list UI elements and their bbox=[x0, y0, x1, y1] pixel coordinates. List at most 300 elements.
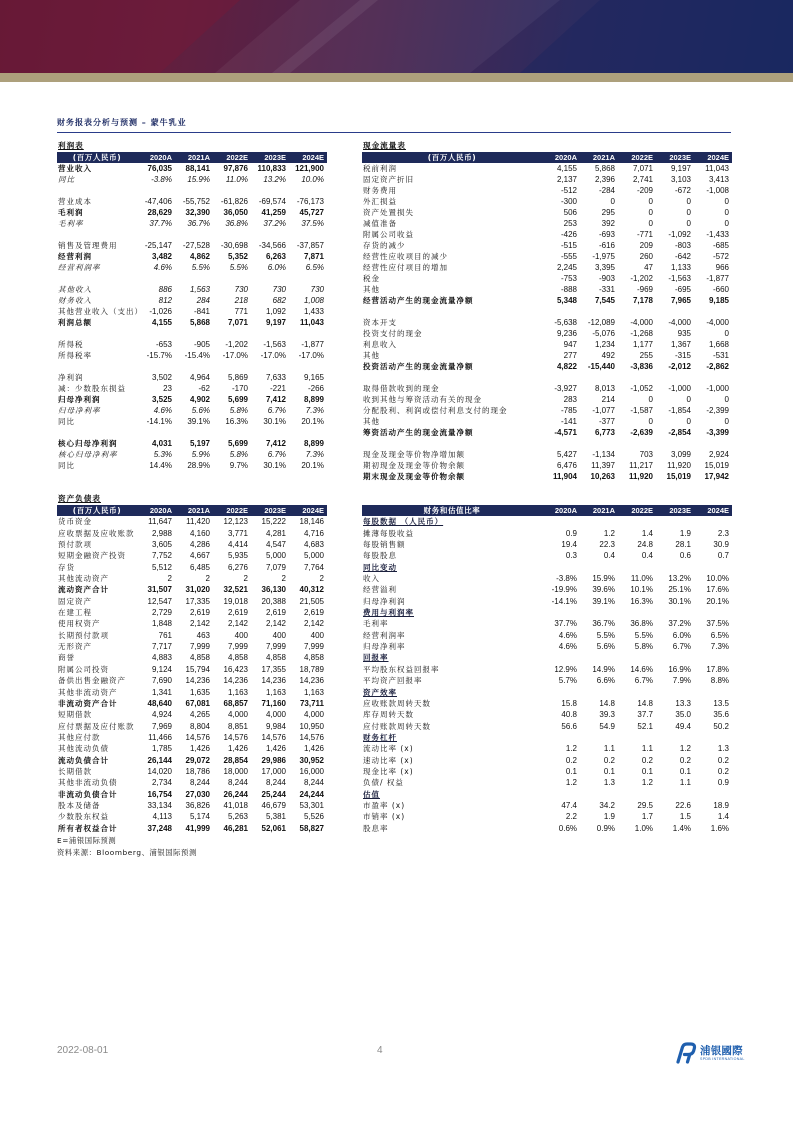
value-2023e: -2,854 bbox=[668, 428, 691, 437]
value-2021a: 39.6% bbox=[592, 585, 615, 595]
value-2021a: 17,335 bbox=[185, 596, 210, 606]
row-label: 所得税率 bbox=[58, 351, 92, 360]
spdb-logo-icon bbox=[675, 1042, 698, 1064]
value-2020a: 5.7% bbox=[558, 676, 577, 686]
value-2022e: 97,876 bbox=[223, 164, 248, 173]
row-label: 经营利润率 bbox=[363, 630, 406, 640]
value-2023e: 1.1 bbox=[679, 778, 691, 788]
value-2022e: 703 bbox=[639, 450, 653, 459]
income-row bbox=[57, 372, 327, 383]
ratio-row bbox=[362, 743, 732, 754]
value-2020a: 47.4 bbox=[561, 800, 577, 810]
value-2020a: 947 bbox=[563, 340, 577, 349]
value-2023e: 13.2% bbox=[668, 574, 691, 584]
value-2023e: -1,563 bbox=[668, 274, 691, 283]
cashflow-row bbox=[362, 383, 732, 394]
ratio-row bbox=[362, 777, 732, 788]
row-label: 每股销售额 bbox=[363, 540, 406, 550]
value-2024e: -1,877 bbox=[301, 340, 324, 349]
value-2022e: 47 bbox=[644, 263, 653, 272]
value-2024e: 18.9 bbox=[713, 800, 729, 810]
value-2023e: 13.3 bbox=[675, 698, 691, 708]
value-2023e: -4,000 bbox=[668, 318, 691, 327]
column-header-2022e: 2022E bbox=[213, 152, 251, 163]
value-2023e: 46,679 bbox=[261, 800, 286, 810]
value-2022e: 11.0% bbox=[225, 175, 248, 184]
value-2024e: 7.3% bbox=[305, 406, 324, 415]
cashflow-row bbox=[362, 328, 732, 339]
row-label: 期初现金及现金等价物余额 bbox=[363, 461, 465, 470]
value-2024e: 30,952 bbox=[299, 755, 324, 765]
value-2024e: -572 bbox=[712, 252, 729, 261]
value-2022e: 41,018 bbox=[223, 800, 248, 810]
value-2024e: 20.1% bbox=[301, 461, 324, 470]
value-2024e: 35.6 bbox=[713, 710, 729, 720]
value-2020a: 4.6% bbox=[558, 642, 577, 652]
cashflow-row bbox=[362, 251, 732, 262]
column-header-2024e: 2024E bbox=[289, 152, 327, 163]
value-2024e: 0.9 bbox=[717, 778, 729, 788]
value-2022e: 5,869 bbox=[227, 373, 248, 382]
value-2020a: 37.7% bbox=[554, 619, 577, 629]
cashflow-row bbox=[362, 262, 732, 273]
value-2022e: 7,999 bbox=[227, 642, 248, 652]
value-2020a: -512 bbox=[560, 186, 577, 195]
value-2022e: 0 bbox=[648, 197, 653, 206]
value-2023e: -642 bbox=[674, 252, 691, 261]
value-2021a: 36.7% bbox=[592, 619, 615, 629]
table-notes bbox=[57, 835, 197, 859]
row-label: 股息率 bbox=[363, 823, 389, 833]
value-2021a: 295 bbox=[601, 208, 615, 217]
income-row bbox=[57, 262, 327, 273]
value-2023e: 4,858 bbox=[265, 653, 286, 663]
value-2020a: -3.8% bbox=[556, 574, 577, 584]
cashflow-total-row bbox=[362, 295, 732, 306]
value-2024e: 50.2 bbox=[713, 721, 729, 731]
value-2021a: 14.8 bbox=[599, 698, 615, 708]
value-2023e: 7,965 bbox=[670, 296, 691, 305]
row-label: 税前利润 bbox=[363, 164, 397, 173]
value-2022e: 1,163 bbox=[227, 687, 248, 697]
value-2020a: 48,640 bbox=[147, 698, 172, 708]
ratio-row bbox=[362, 618, 732, 629]
value-2022e: 28,854 bbox=[223, 755, 248, 765]
value-2022e: 730 bbox=[234, 285, 248, 294]
value-2024e: 7.3% bbox=[305, 450, 324, 459]
value-2021a: 4,160 bbox=[189, 528, 210, 538]
value-2024e: 2,619 bbox=[303, 608, 324, 618]
value-2022e: 12,123 bbox=[223, 517, 248, 527]
value-2022e: 8,851 bbox=[227, 721, 248, 731]
value-2020a: 76,035 bbox=[147, 164, 172, 173]
value-2023e: 7,999 bbox=[265, 642, 286, 652]
value-2023e: 30.1% bbox=[263, 461, 286, 470]
cashflow-row bbox=[362, 174, 732, 185]
row-label: 使用权资产 bbox=[58, 619, 101, 629]
value-2020a: 37.7% bbox=[149, 219, 172, 228]
value-2022e: 400 bbox=[234, 630, 248, 640]
value-2020a: 2,734 bbox=[151, 778, 172, 788]
section-heading: 资产效率 bbox=[363, 687, 397, 697]
value-2020a: 277 bbox=[563, 351, 577, 360]
value-2021a: -27,528 bbox=[182, 241, 210, 250]
value-2021a: -331 bbox=[598, 285, 615, 294]
cash-flow-table bbox=[362, 152, 732, 482]
blank-row bbox=[57, 273, 327, 284]
value-2023e: -221 bbox=[269, 384, 286, 393]
row-label: 毛利润 bbox=[58, 208, 84, 217]
logo-subtitle: SPDB INTERNATIONAL bbox=[700, 1057, 745, 1061]
value-2024e: -4,000 bbox=[706, 318, 729, 327]
value-2022e: -771 bbox=[636, 230, 653, 239]
column-header-2021a: 2021A bbox=[580, 152, 618, 163]
row-label: 长期借款 bbox=[58, 766, 92, 776]
value-2021a: 0 bbox=[610, 197, 615, 206]
value-2022e: 0 bbox=[648, 219, 653, 228]
value-2023e: 1.2 bbox=[679, 744, 691, 754]
value-2024e: 15,019 bbox=[704, 461, 729, 470]
value-2021a: 15,794 bbox=[185, 664, 210, 674]
value-2022e: 3,771 bbox=[227, 528, 248, 538]
value-2022e: -170 bbox=[231, 384, 248, 393]
logo-name: 浦银國際 bbox=[700, 1045, 743, 1057]
value-2020a: -888 bbox=[560, 285, 577, 294]
row-label: 应收账款周转天数 bbox=[363, 698, 431, 708]
value-2021a: 6,773 bbox=[594, 428, 615, 437]
value-2021a: -616 bbox=[598, 241, 615, 250]
value-2021a: 15.9% bbox=[592, 574, 615, 584]
value-2023e: 25.1% bbox=[668, 585, 691, 595]
row-label: 应付票据及应付账款 bbox=[58, 721, 135, 731]
value-2020a: 2,988 bbox=[151, 528, 172, 538]
value-2020a: 56.6 bbox=[561, 721, 577, 731]
value-2024e: 2,924 bbox=[708, 450, 729, 459]
value-2024e: 1,668 bbox=[708, 340, 729, 349]
value-2021a: 36.7% bbox=[187, 219, 210, 228]
value-2022e: 5.8% bbox=[229, 450, 248, 459]
value-2023e: 41,259 bbox=[261, 208, 286, 217]
value-2020a: 4,924 bbox=[151, 710, 172, 720]
value-2022e: 2,142 bbox=[227, 619, 248, 629]
value-2021a: 1,563 bbox=[189, 285, 210, 294]
balance-row bbox=[57, 709, 327, 720]
row-label: 其他非流动资产 bbox=[58, 687, 118, 697]
value-2024e: -37,857 bbox=[296, 241, 324, 250]
cashflow-header-row bbox=[362, 152, 732, 163]
value-2021a: 22.3 bbox=[599, 540, 615, 550]
ratio-row bbox=[362, 539, 732, 550]
value-2024e: 8,899 bbox=[303, 439, 324, 448]
value-2021a: -5,076 bbox=[592, 329, 615, 338]
value-2022e: -1,268 bbox=[630, 329, 653, 338]
value-2021a: -12,089 bbox=[587, 318, 615, 327]
value-2023e: 9,197 bbox=[265, 318, 286, 327]
value-2021a: 1.9 bbox=[603, 812, 615, 822]
value-2022e: -1,587 bbox=[630, 406, 653, 415]
value-2022e: 0.2 bbox=[641, 755, 653, 765]
section-heading: 回报率 bbox=[363, 653, 389, 663]
row-label: 市销率 (x) bbox=[363, 812, 406, 822]
row-label: 短期金融资产投资 bbox=[58, 551, 126, 561]
value-2023e: 28.1 bbox=[675, 540, 691, 550]
column-header-2023e: 2023E bbox=[251, 505, 289, 516]
value-2022e: 16.3% bbox=[225, 417, 248, 426]
value-2020a: 4,031 bbox=[151, 439, 172, 448]
income-row bbox=[57, 174, 327, 185]
value-2021a: 5,868 bbox=[594, 164, 615, 173]
value-2021a: 0.4 bbox=[603, 551, 615, 561]
value-2022e: 0 bbox=[648, 417, 653, 426]
section-heading: 财务杠杆 bbox=[363, 732, 397, 742]
value-2023e: 7,412 bbox=[265, 439, 286, 448]
ratio-header-row bbox=[362, 505, 732, 516]
value-2020a: 6,476 bbox=[556, 461, 577, 470]
value-2022e: 10.1% bbox=[630, 585, 653, 595]
value-2024e: -1,877 bbox=[706, 274, 729, 283]
value-2020a: 506 bbox=[563, 208, 577, 217]
row-label: 外汇损益 bbox=[363, 197, 397, 206]
value-2023e: 37.2% bbox=[668, 619, 691, 629]
value-2024e: -1,000 bbox=[706, 384, 729, 393]
value-2022e: -4,000 bbox=[630, 318, 653, 327]
blank-row bbox=[362, 372, 732, 383]
value-2024e: 0 bbox=[724, 219, 729, 228]
value-2022e: 26,244 bbox=[223, 789, 248, 799]
row-label: 核心归母净利率 bbox=[58, 450, 118, 459]
value-2023e: 15,019 bbox=[666, 472, 691, 481]
balance-row bbox=[57, 596, 327, 607]
row-label: 财务费用 bbox=[363, 186, 397, 195]
balance-row bbox=[57, 687, 327, 698]
income-row bbox=[57, 284, 327, 295]
header-accent-bar bbox=[0, 73, 793, 82]
value-2024e: 10.0% bbox=[706, 574, 729, 584]
value-2021a: 14,576 bbox=[185, 732, 210, 742]
value-2023e: 25,244 bbox=[261, 789, 286, 799]
cashflow-total-row bbox=[362, 427, 732, 438]
row-label: 其他流动负债 bbox=[58, 744, 109, 754]
value-2023e: 6,263 bbox=[265, 252, 286, 261]
row-label: 附属公司收益 bbox=[363, 230, 414, 239]
value-2024e: 4,716 bbox=[303, 528, 324, 538]
value-2021a: 214 bbox=[601, 395, 615, 404]
value-2021a: 5.6% bbox=[596, 642, 615, 652]
footer-date: 2022-08-01 bbox=[57, 1045, 109, 1056]
value-2020a: -19.9% bbox=[551, 585, 577, 595]
spdb-logo bbox=[675, 1041, 747, 1065]
cashflow-row bbox=[362, 273, 732, 284]
value-2020a: 0.3 bbox=[565, 551, 577, 561]
page-number: 4 bbox=[377, 1045, 383, 1056]
balance-row bbox=[57, 573, 327, 584]
value-2021a: 5,197 bbox=[189, 439, 210, 448]
value-2022e: -1,202 bbox=[630, 274, 653, 283]
value-2024e: -76,173 bbox=[296, 197, 324, 206]
row-label: 其他 bbox=[363, 285, 380, 294]
value-2020a: -3.8% bbox=[151, 175, 172, 184]
value-2020a: 14,020 bbox=[147, 766, 172, 776]
value-2024e: 18,146 bbox=[299, 517, 324, 527]
value-2024e: -2,862 bbox=[706, 362, 729, 371]
blank-row bbox=[362, 438, 732, 449]
ratio-row bbox=[362, 630, 732, 641]
value-2022e: 1.4 bbox=[641, 528, 653, 538]
value-2020a: 11,466 bbox=[148, 732, 172, 742]
row-label: 减值准备 bbox=[363, 219, 397, 228]
value-2022e: 14.6% bbox=[630, 664, 653, 674]
value-2021a: 2,142 bbox=[189, 619, 210, 629]
value-2023e: -315 bbox=[674, 351, 691, 360]
value-2020a: 283 bbox=[563, 395, 577, 404]
cashflow-row bbox=[362, 163, 732, 174]
row-label: 毛利率 bbox=[58, 219, 84, 228]
value-2024e: 966 bbox=[715, 263, 729, 272]
blank-cell bbox=[362, 438, 732, 449]
value-2021a: 7,545 bbox=[594, 296, 615, 305]
column-header-2021a: 2021A bbox=[175, 152, 213, 163]
income-row bbox=[57, 350, 327, 361]
value-2020a: -4,571 bbox=[554, 428, 577, 437]
value-2022e: 36,050 bbox=[223, 208, 248, 217]
value-2023e: 5,000 bbox=[265, 551, 286, 561]
value-2024e: 7,999 bbox=[303, 642, 324, 652]
value-2023e: 6.0% bbox=[672, 630, 691, 640]
row-label: 其他 bbox=[363, 417, 380, 426]
value-2021a: 4,265 bbox=[189, 710, 210, 720]
row-label: 存货 bbox=[58, 562, 75, 572]
balance-row bbox=[57, 732, 327, 743]
blank-row bbox=[362, 306, 732, 317]
value-2021a: 39.3 bbox=[599, 710, 615, 720]
value-2022e: 52.1 bbox=[637, 721, 653, 731]
value-2024e: 17.6% bbox=[706, 585, 729, 595]
balance-total-row bbox=[57, 698, 327, 709]
ratio-row bbox=[362, 755, 732, 766]
blank-row bbox=[57, 361, 327, 372]
value-2020a: 3,502 bbox=[151, 373, 172, 382]
row-label: 其他 bbox=[363, 351, 380, 360]
value-2023e: -1,092 bbox=[668, 230, 691, 239]
row-label: 长期预付款项 bbox=[58, 630, 109, 640]
balance-sheet-title: 资产负债表 bbox=[58, 494, 101, 503]
income-total-row bbox=[57, 207, 327, 218]
row-label: 固定资产 bbox=[58, 596, 92, 606]
column-header-2023e: 2023E bbox=[656, 152, 694, 163]
value-2020a: 1.2 bbox=[565, 778, 577, 788]
value-2023e: 7,633 bbox=[265, 373, 286, 382]
value-2021a: 5.9% bbox=[191, 450, 210, 459]
row-label: 其他收入 bbox=[58, 285, 92, 294]
balance-total-row bbox=[57, 789, 327, 800]
balance-row bbox=[57, 516, 327, 527]
value-2020a: 886 bbox=[158, 285, 172, 294]
value-2023e: -17.0% bbox=[260, 351, 286, 360]
value-2021a: -1,134 bbox=[592, 450, 615, 459]
value-2024e: 2.3 bbox=[717, 528, 729, 538]
balance-row bbox=[57, 630, 327, 641]
value-2020a: 37,248 bbox=[147, 823, 172, 833]
value-2022e: 46,281 bbox=[223, 823, 248, 833]
value-2021a: 34.2 bbox=[599, 800, 615, 810]
value-2020a: 4.6% bbox=[558, 630, 577, 640]
value-2024e: 4,000 bbox=[303, 710, 324, 720]
value-2021a: 10,263 bbox=[590, 472, 615, 481]
value-2024e: 6.5% bbox=[710, 630, 729, 640]
column-header-2024e: 2024E bbox=[694, 152, 732, 163]
value-2020a: 23 bbox=[163, 384, 172, 393]
value-2021a: 284 bbox=[196, 296, 210, 305]
value-2022e: -30,698 bbox=[220, 241, 248, 250]
value-2023e: 8,244 bbox=[265, 778, 286, 788]
value-2023e: 36,130 bbox=[261, 585, 286, 595]
value-2021a: 29,072 bbox=[185, 755, 210, 765]
value-2024e: 9,165 bbox=[303, 373, 324, 382]
balance-row bbox=[57, 652, 327, 663]
balance-sheet-table bbox=[57, 505, 327, 834]
ratio-row bbox=[362, 528, 732, 539]
value-2023e: 3,099 bbox=[670, 450, 691, 459]
value-2021a: -284 bbox=[598, 186, 615, 195]
ratio-table-title: 财务和估值比率 bbox=[362, 505, 542, 516]
value-2021a: -841 bbox=[193, 307, 210, 316]
value-2021a: 463 bbox=[196, 630, 210, 640]
value-2021a: 6.6% bbox=[596, 676, 615, 686]
value-2022e: 6,276 bbox=[227, 562, 248, 572]
value-2024e: 8,244 bbox=[303, 778, 324, 788]
value-2022e: 1,177 bbox=[632, 340, 653, 349]
value-2020a: 4,113 bbox=[152, 812, 172, 822]
income-row bbox=[57, 460, 327, 471]
row-label: 应收票据及应收账款 bbox=[58, 528, 135, 538]
value-2021a: 5.5% bbox=[596, 630, 615, 640]
value-2024e: 17.8% bbox=[706, 664, 729, 674]
value-2021a: 5,868 bbox=[189, 318, 210, 327]
ratio-section-heading-row bbox=[362, 516, 732, 527]
row-label: 流动资产合计 bbox=[58, 585, 109, 595]
value-2021a: 5.6% bbox=[191, 406, 210, 415]
value-2023e: 0.1 bbox=[679, 766, 691, 776]
cashflow-row bbox=[362, 449, 732, 460]
cashflow-row bbox=[362, 460, 732, 471]
value-2022e: 4,000 bbox=[227, 710, 248, 720]
value-2022e: 218 bbox=[234, 296, 248, 305]
blank-cell bbox=[57, 273, 327, 284]
value-2021a: 11,420 bbox=[186, 517, 210, 527]
value-2022e: -969 bbox=[636, 285, 653, 294]
value-2022e: 8,244 bbox=[227, 778, 248, 788]
value-2020a: 33,134 bbox=[147, 800, 172, 810]
value-2023e: 4,281 bbox=[265, 528, 286, 538]
row-label: 投资活动产生的现金流量净额 bbox=[363, 362, 474, 371]
value-2022e: 16.3% bbox=[630, 596, 653, 606]
column-header-2022e: 2022E bbox=[618, 152, 656, 163]
blank-row bbox=[57, 229, 327, 240]
row-label: 期末现金及现金等价物余额 bbox=[363, 472, 465, 481]
cashflow-row bbox=[362, 185, 732, 196]
value-2022e: 14,576 bbox=[223, 732, 248, 742]
balance-row bbox=[57, 641, 327, 652]
value-2021a: -1,077 bbox=[592, 406, 615, 415]
value-2020a: 12,547 bbox=[147, 596, 172, 606]
column-header-2020a: 2020A bbox=[137, 505, 175, 516]
value-2023e: 14,236 bbox=[261, 676, 286, 686]
value-2023e: 16.9% bbox=[668, 664, 691, 674]
row-label: 归母净利润 bbox=[58, 395, 101, 404]
cashflow-row bbox=[362, 196, 732, 207]
value-2024e: 0.7 bbox=[717, 551, 729, 561]
value-2023e: 1.4% bbox=[672, 823, 691, 833]
